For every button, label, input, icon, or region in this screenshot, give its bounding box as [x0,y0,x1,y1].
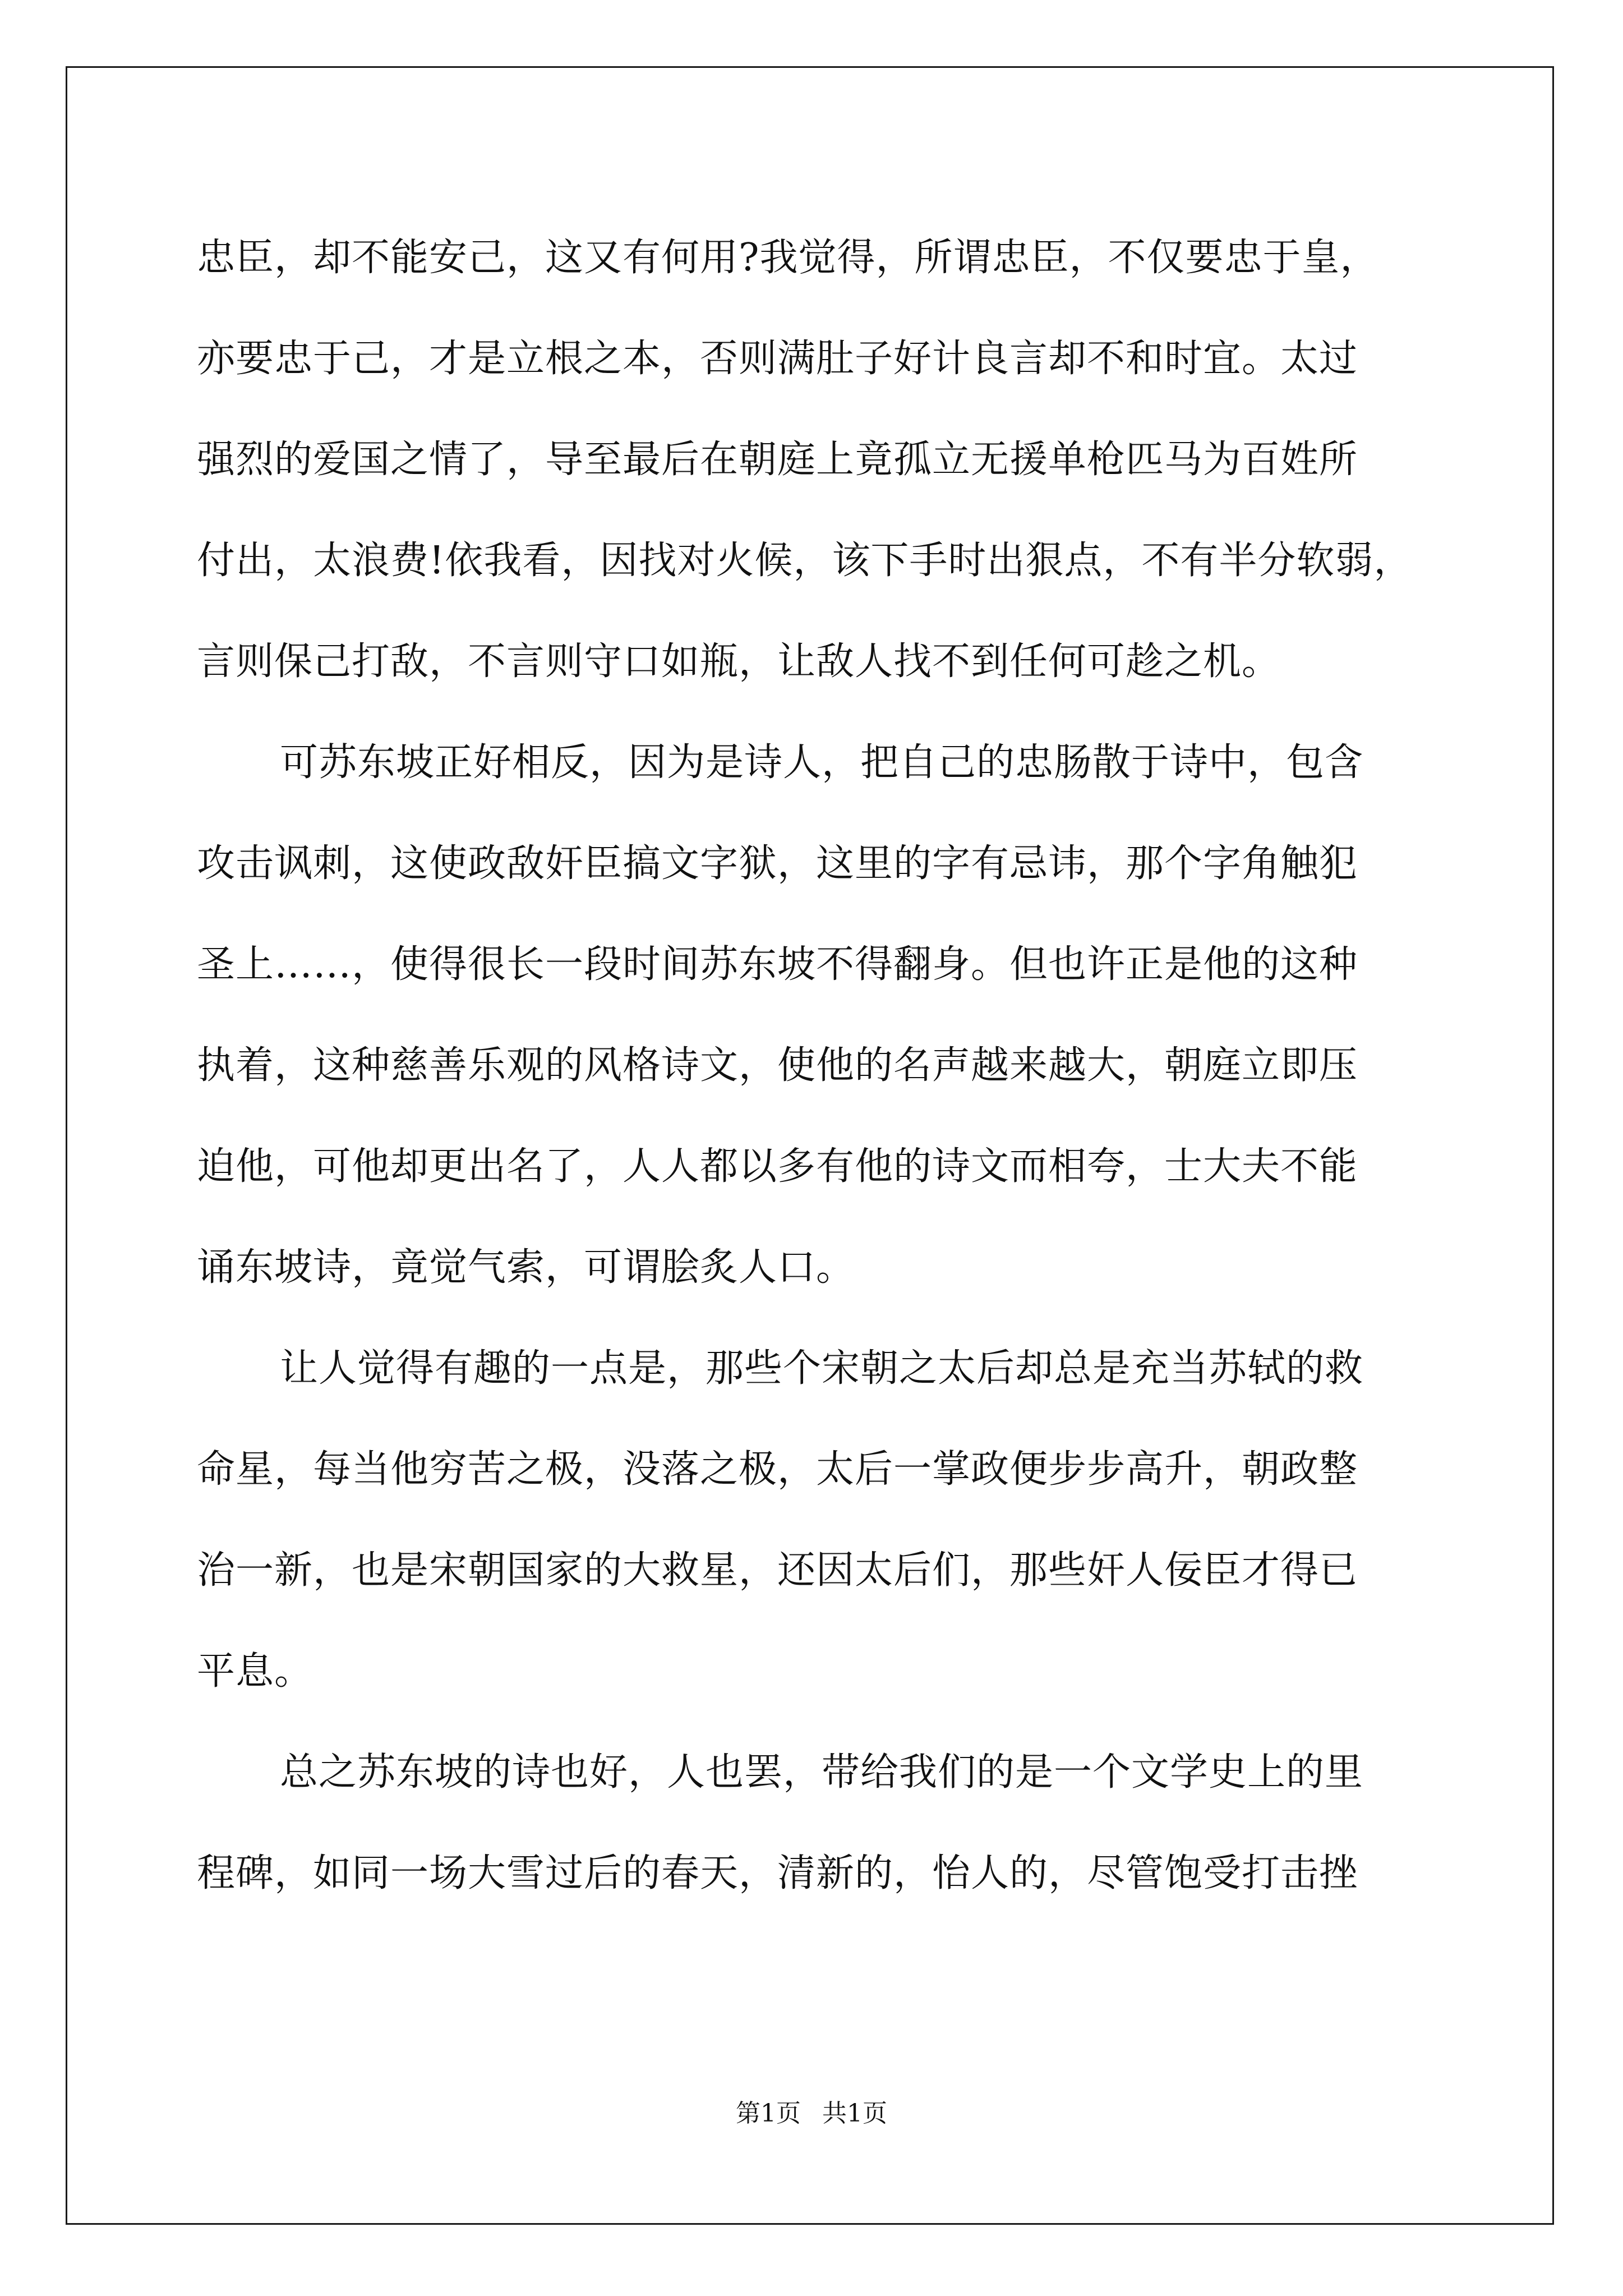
text-line: 执着，这种慈善乐观的风格诗文，使他的名声越来越大，朝庭立即压 [197,1043,1358,1088]
text-line: 付出，太浪费!依我看，因找对火候，该下手时出狠点，不有半分软弱， [197,539,1413,583]
paragraph-start-line: 让人觉得有趣的一点是，那些个宋朝之太后却总是充当苏轼的救 [280,1346,1364,1391]
text-line: 攻击讽刺，这使政敌奸臣搞文字狱，这里的字有忌讳，那个字角触犯 [197,841,1358,886]
text-line: 言则保己打敌，不言则守口如瓶，让敌人找不到任何可趁之机。 [197,639,1281,684]
paragraph-start-line: 可苏东坡正好相反，因为是诗人，把自己的忠肠散于诗中，包含 [280,740,1364,785]
page-total: 共1页 [822,2099,887,2128]
paragraph-start-line: 总之苏东坡的诗也好，人也罢，带给我们的是一个文学史上的里 [280,1750,1364,1795]
text-line: 迫他，可他却更出名了，人人都以多有他的诗文而相夸，士大夫不能 [197,1144,1358,1189]
text-line: 强烈的爱国之情了，导至最后在朝庭上竟孤立无援单枪匹马为百姓所 [197,438,1358,482]
page-footer [0,2097,1623,2131]
text-line: 治一新，也是宋朝国家的大救星，还因太后们，那些奸人佞臣才得已 [197,1548,1358,1593]
page-number: 第1页 [736,2099,801,2128]
text-line: 亦要忠于己，才是立根之本，否则满肚子好计良言却不和时宜。太过 [197,337,1358,381]
document-body [197,208,1431,1924]
text-line: 命星，每当他穷苦之极，没落之极，太后一掌政便步步高升，朝政整 [197,1447,1358,1492]
text-line: 平息。 [197,1649,313,1694]
text-line: 程碑，如同一场大雪过后的春天，清新的，怡人的，尽管饱受打击挫 [197,1851,1358,1895]
text-line: 诵东坡诗，竟觉气索，可谓脍炙人口。 [197,1245,855,1290]
text-line: 忠臣，却不能安己，这又有何用?我觉得，所谓忠臣，不仅要忠于皇， [197,236,1379,280]
text-line: 圣上……，使得很长一段时间苏东坡不得翻身。但也许正是他的这种 [197,942,1358,987]
